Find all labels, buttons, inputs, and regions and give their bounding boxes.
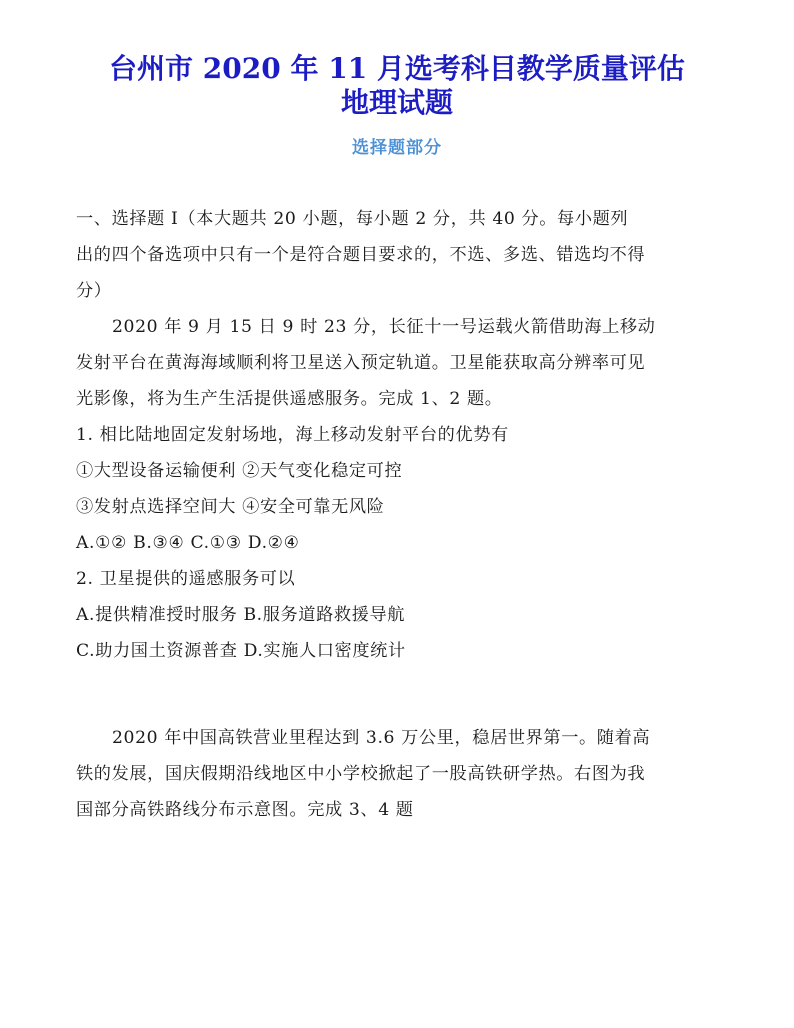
question-stem: 2. 卫星提供的遥感服务可以 [76,569,296,589]
section-intro-line: 分） [76,281,112,301]
question-options: C.助力国土资源普查 D.实施人口密度统计 [76,641,406,661]
section-heading: 选择题部分 [352,138,442,158]
question-statements: ①大型设备运输便利 ②天气变化稳定可控 [76,461,403,481]
question-block-1 [76,201,726,669]
question-options: A.①② B.③④ C.①③ D.②④ [76,533,300,553]
passage-line: 发射平台在黄海海域顺利将卫星送入预定轨道。卫星能获取高分辨率可见 [76,353,646,373]
passage-line: 国部分高铁路线分布示意图。完成 3、4 题 [76,800,414,820]
question-statements: ③发射点选择空间大 ④安全可靠无风险 [76,497,385,517]
passage-line: 2020 年 9 月 15 日 9 时 23 分，长征十一号运载火箭借助海上移动 [112,317,656,337]
document-subject-title: 地理试题 [340,86,453,119]
question-stem: 1. 相比陆地固定发射场地，海上移动发射平台的优势有 [76,425,509,445]
section-intro-line: 一、选择题 I（本大题共 20 小题，每小题 2 分，共 40 分。每小题列 [76,209,629,229]
document-title: 台州市 2020 年 11 月选考科目教学质量评估 [109,52,685,85]
section-intro-line: 出的四个备选项中只有一个是符合题目要求的，不选、多选、错选均不得 [76,245,646,265]
passage-line: 2020 年中国高铁营业里程达到 3.6 万公里，稳居世界第一。随着高 [112,728,651,748]
question-block-2 [76,720,726,828]
passage-line: 铁的发展，国庆假期沿线地区中小学校掀起了一股高铁研学热。右图为我 [76,764,646,784]
question-options: A.提供精准授时服务 B.服务道路救援导航 [76,605,406,625]
passage-line: 光影像，将为生产生活提供遥感服务。完成 1、2 题。 [76,389,503,409]
